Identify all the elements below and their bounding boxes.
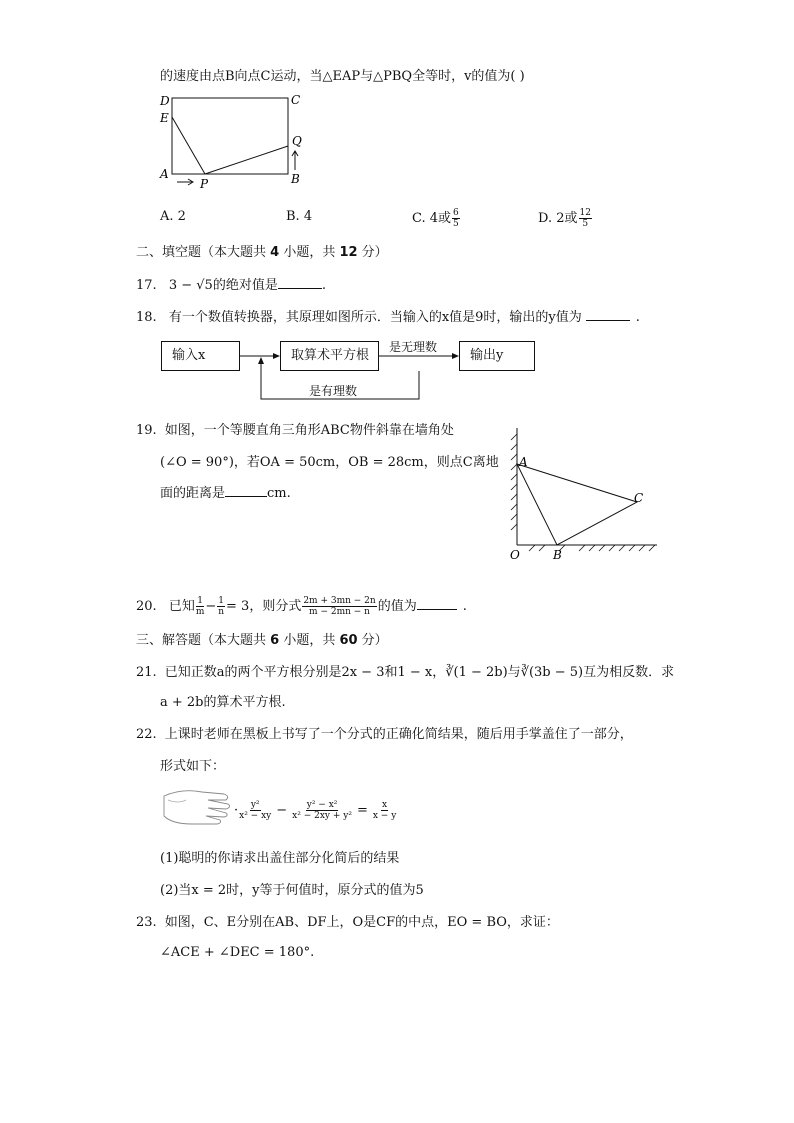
- label-Q: Q: [292, 134, 302, 148]
- label-A: A: [160, 167, 169, 181]
- q16-option-d: D. 2或 $\frac{12}{5}$: [538, 208, 591, 229]
- label-C: C: [291, 93, 301, 107]
- question-20: 20. 已知 $\frac{1}{m}$ − $\frac{1}{n}$ = 3，则分式 $\frac{2m + 3mn - 2n}{m - 2mn - n}$ 的值为 .: [136, 596, 467, 617]
- question-19-line1: 19. 如图，一个等腰直角三角形ABC物件斜靠在墙角处: [136, 423, 454, 438]
- section3-heading: 三、解答题（本大题共 6 小题，共 60 分）: [136, 633, 388, 648]
- question-18: 18. 有一个数值转换器，其原理如图所示．当输入的x值是9时，输出的y值为 .: [136, 310, 640, 325]
- section2-heading: 二、填空题（本大题共 4 小题，共 12 分）: [136, 245, 388, 260]
- q16-option-b: B. 4: [286, 209, 313, 224]
- label-B: B: [553, 548, 562, 562]
- question-17: 17. 3 − √5的绝对值是 .: [136, 278, 326, 293]
- q16-option-a: A. 2: [160, 209, 186, 224]
- q22-expression: · $\frac{\text{y²}}{\text{x² − xy}}$ − $\frac{\text{y² − x²}}{\text{x² − 2xy + y²}}$ = $\frac{x}{x - y}$: [234, 800, 397, 821]
- label-A: A: [519, 455, 528, 469]
- flow-label-irrational: 是无理数: [389, 340, 438, 354]
- q16-stem: 的速度由点B向点C运动，当△EAP与△PBQ全等时，v的值为( ): [160, 69, 525, 84]
- q16-option-c: C. 4或 $\frac{6}{5}$: [412, 208, 459, 229]
- question-23-line2: ∠ACE + ∠DEC = 180°.: [160, 945, 315, 960]
- question-19-line2: (∠O = 90°)，若OA = 50cm，OB = 28cm，则点C离地: [160, 455, 499, 470]
- question-22-sub2: (2)当x = 2时，y等于何值时，原分式的值为5: [160, 883, 424, 898]
- label-E: E: [160, 111, 169, 125]
- flow-output-box: 输出y: [459, 341, 535, 371]
- label-B: B: [291, 172, 300, 186]
- flow-label-rational: 是有理数: [309, 384, 358, 398]
- question-22-line1: 22. 上课时老师在黑板上书写了一个分式的正确化简结果，随后用手掌盖住了一部分，: [136, 727, 633, 742]
- question-21-line2: a + 2b的算术平方根.: [160, 695, 286, 710]
- question-23-line1: 23. 如图，C、E分别在AB、DF上，O是CF的中点，EO = BO，求证：: [136, 915, 559, 930]
- label-D: D: [160, 94, 170, 108]
- question-22-sub1: (1)聪明的你请求出盖住部分化简后的结果: [160, 851, 400, 866]
- question-19-line3: 面的距离是 cm.: [160, 486, 291, 501]
- q16-figure: [155, 90, 315, 190]
- q19-figure: [505, 420, 665, 565]
- question-21-line1: 21. 已知正数a的两个平方根分别是2x − 3和1 − x，∛(1 − 2b)与∛(3b − 5)互为相反数．求: [136, 665, 675, 680]
- label-C: C: [634, 491, 644, 505]
- hand-icon: [162, 786, 234, 830]
- flow-process-box: 取算术平方根: [280, 341, 379, 371]
- question-22-line2: 形式如下：: [160, 759, 226, 774]
- label-P: P: [200, 177, 209, 190]
- label-O: O: [510, 548, 520, 562]
- flow-input-box: 输入x: [161, 341, 240, 371]
